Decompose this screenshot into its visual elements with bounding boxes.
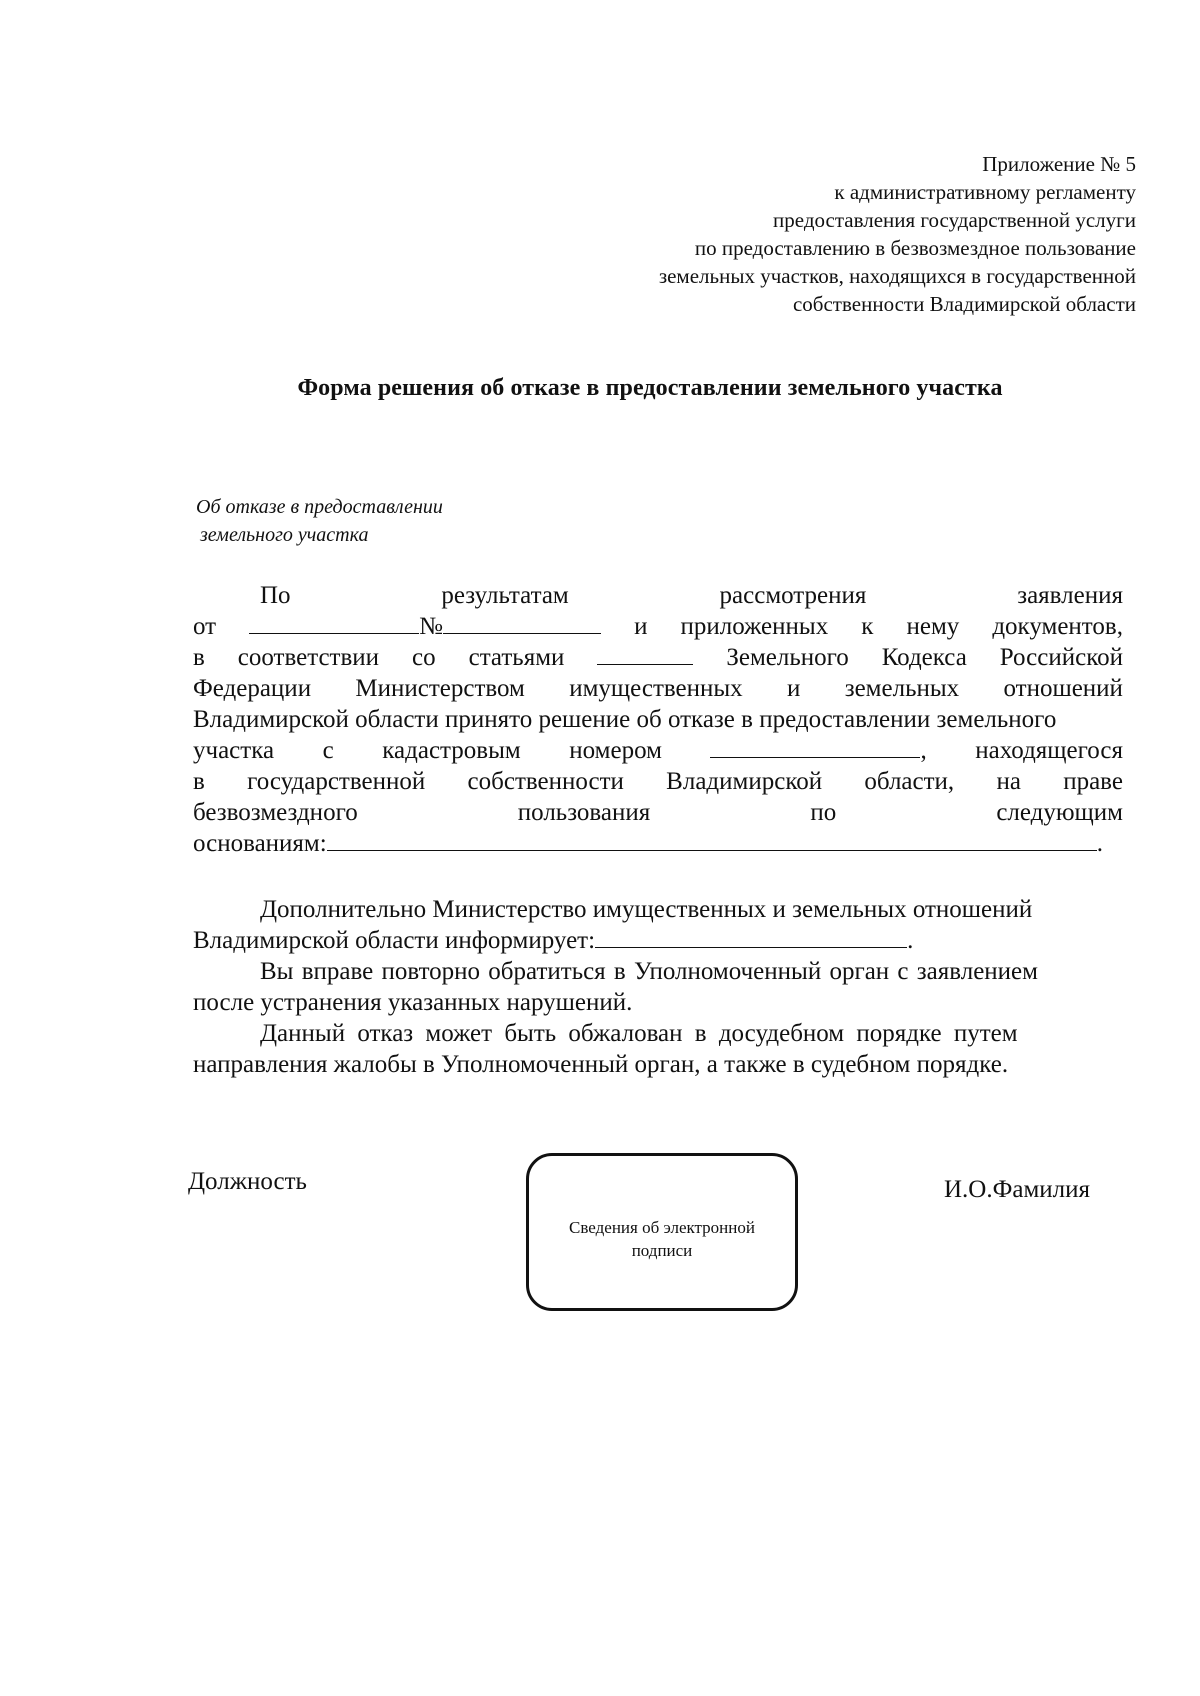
appendix-line: собственности Владимирской области (792, 292, 1136, 316)
paragraph-line (193, 797, 1123, 828)
number-sign: № (419, 613, 444, 640)
cadastral-number-blank (710, 737, 920, 758)
word: собственности (467, 768, 624, 795)
paragraph-line (193, 642, 1123, 673)
word: со (412, 644, 436, 671)
period: . (1096, 830, 1103, 857)
comma: , (920, 737, 927, 764)
word: с (322, 737, 334, 764)
word: Владимирской (666, 768, 823, 795)
paragraph-line (193, 735, 1123, 766)
word: по (810, 799, 837, 826)
word: Земельного (726, 644, 849, 671)
date-number-group (249, 611, 601, 642)
word: рассмотрения (719, 582, 867, 609)
word: основаниям: (193, 830, 327, 857)
paragraph-line (193, 766, 1123, 797)
word: соответствии (237, 644, 380, 671)
word: государственной (247, 768, 426, 795)
name-label: И.О.Фамилия (943, 1176, 1090, 1203)
position-label: Должность (188, 1168, 307, 1195)
word: Федерации (193, 675, 312, 702)
word: По (260, 582, 291, 609)
appendix-line: к административному регламенту (834, 180, 1136, 204)
number-blank (443, 613, 601, 634)
word: имущественных (569, 675, 743, 702)
word: приложенных (680, 613, 829, 640)
appendix-header (516, 150, 1136, 318)
paragraph-line (193, 580, 1123, 611)
date-blank (249, 613, 419, 634)
appendix-line: земельных участков, находящихся в государственной (658, 264, 1136, 288)
word: Кодекса (881, 644, 967, 671)
subject-line-1: Об отказе в предоставлении (196, 496, 443, 518)
paragraph-line (193, 925, 1123, 956)
word: безвозмездного (193, 799, 358, 826)
grounds-blank (327, 830, 1097, 851)
word: номером (569, 737, 662, 764)
word: кадастровым (382, 737, 521, 764)
word: статьями (468, 644, 565, 671)
appendix-line: Приложение № 5 (982, 152, 1136, 176)
document-title: Форма решения об отказе в предоставлении земельного участка (297, 375, 1003, 401)
subject-line-2: земельного участка (200, 524, 369, 546)
paragraph-line (193, 673, 1123, 704)
paragraph-line: Дополнительно Министерство имущественных и земельных отношений (260, 896, 1033, 923)
word: отношений (1003, 675, 1123, 702)
word: праве (1063, 768, 1123, 795)
word: следующим (996, 799, 1123, 826)
period: . (907, 927, 914, 954)
paragraph-line: направления жалобы в Уполномоченный орган, а также в судебном порядке. (193, 1051, 1009, 1078)
signature-box-text (529, 1216, 795, 1262)
cadastral-group (710, 735, 926, 766)
word: нему (906, 613, 960, 640)
word: и (787, 675, 801, 702)
additional-info-paragraph (193, 894, 1123, 1080)
word: Российской (999, 644, 1123, 671)
word: находящегося (975, 737, 1123, 764)
info-blank (595, 927, 907, 948)
appendix-line: предоставления государственной услуги (773, 208, 1136, 232)
word: Министерством (355, 675, 525, 702)
signature-box-line-1: Сведения об электронной (569, 1218, 755, 1237)
electronic-signature-box (526, 1153, 798, 1311)
word: к (861, 613, 874, 640)
word: участка (193, 737, 275, 764)
word: земельных (844, 675, 960, 702)
word: на (996, 768, 1021, 795)
appendix-line: по предоставлению в безвозмездное пользование (694, 236, 1136, 260)
word: в (193, 768, 205, 795)
subject-line (196, 493, 443, 549)
word: документов, (992, 613, 1123, 640)
word: и (634, 613, 648, 640)
word: пользования (517, 799, 651, 826)
word: в (193, 644, 205, 671)
word: результатам (441, 582, 569, 609)
word: от (193, 613, 217, 640)
paragraph-line: Данный отказ может быть обжалован в досудебном порядке путем (260, 1020, 1018, 1047)
paragraph-line: Вы вправе повторно обратиться в Уполномоченный орган с заявлением (260, 958, 1038, 985)
word: Владимирской области информирует: (193, 927, 596, 954)
paragraph-line: Владимирской области принято решение об отказе в предоставлении земельного (193, 706, 1057, 733)
decision-paragraph (193, 580, 1123, 859)
paragraph-line (193, 611, 1123, 642)
paragraph-line (193, 828, 1123, 859)
articles-blank (597, 644, 693, 665)
word: заявления (1017, 582, 1123, 609)
word: области, (864, 768, 955, 795)
signature-box-line-2: подписи (631, 1241, 693, 1260)
paragraph-line: после устранения указанных нарушений. (193, 989, 633, 1016)
